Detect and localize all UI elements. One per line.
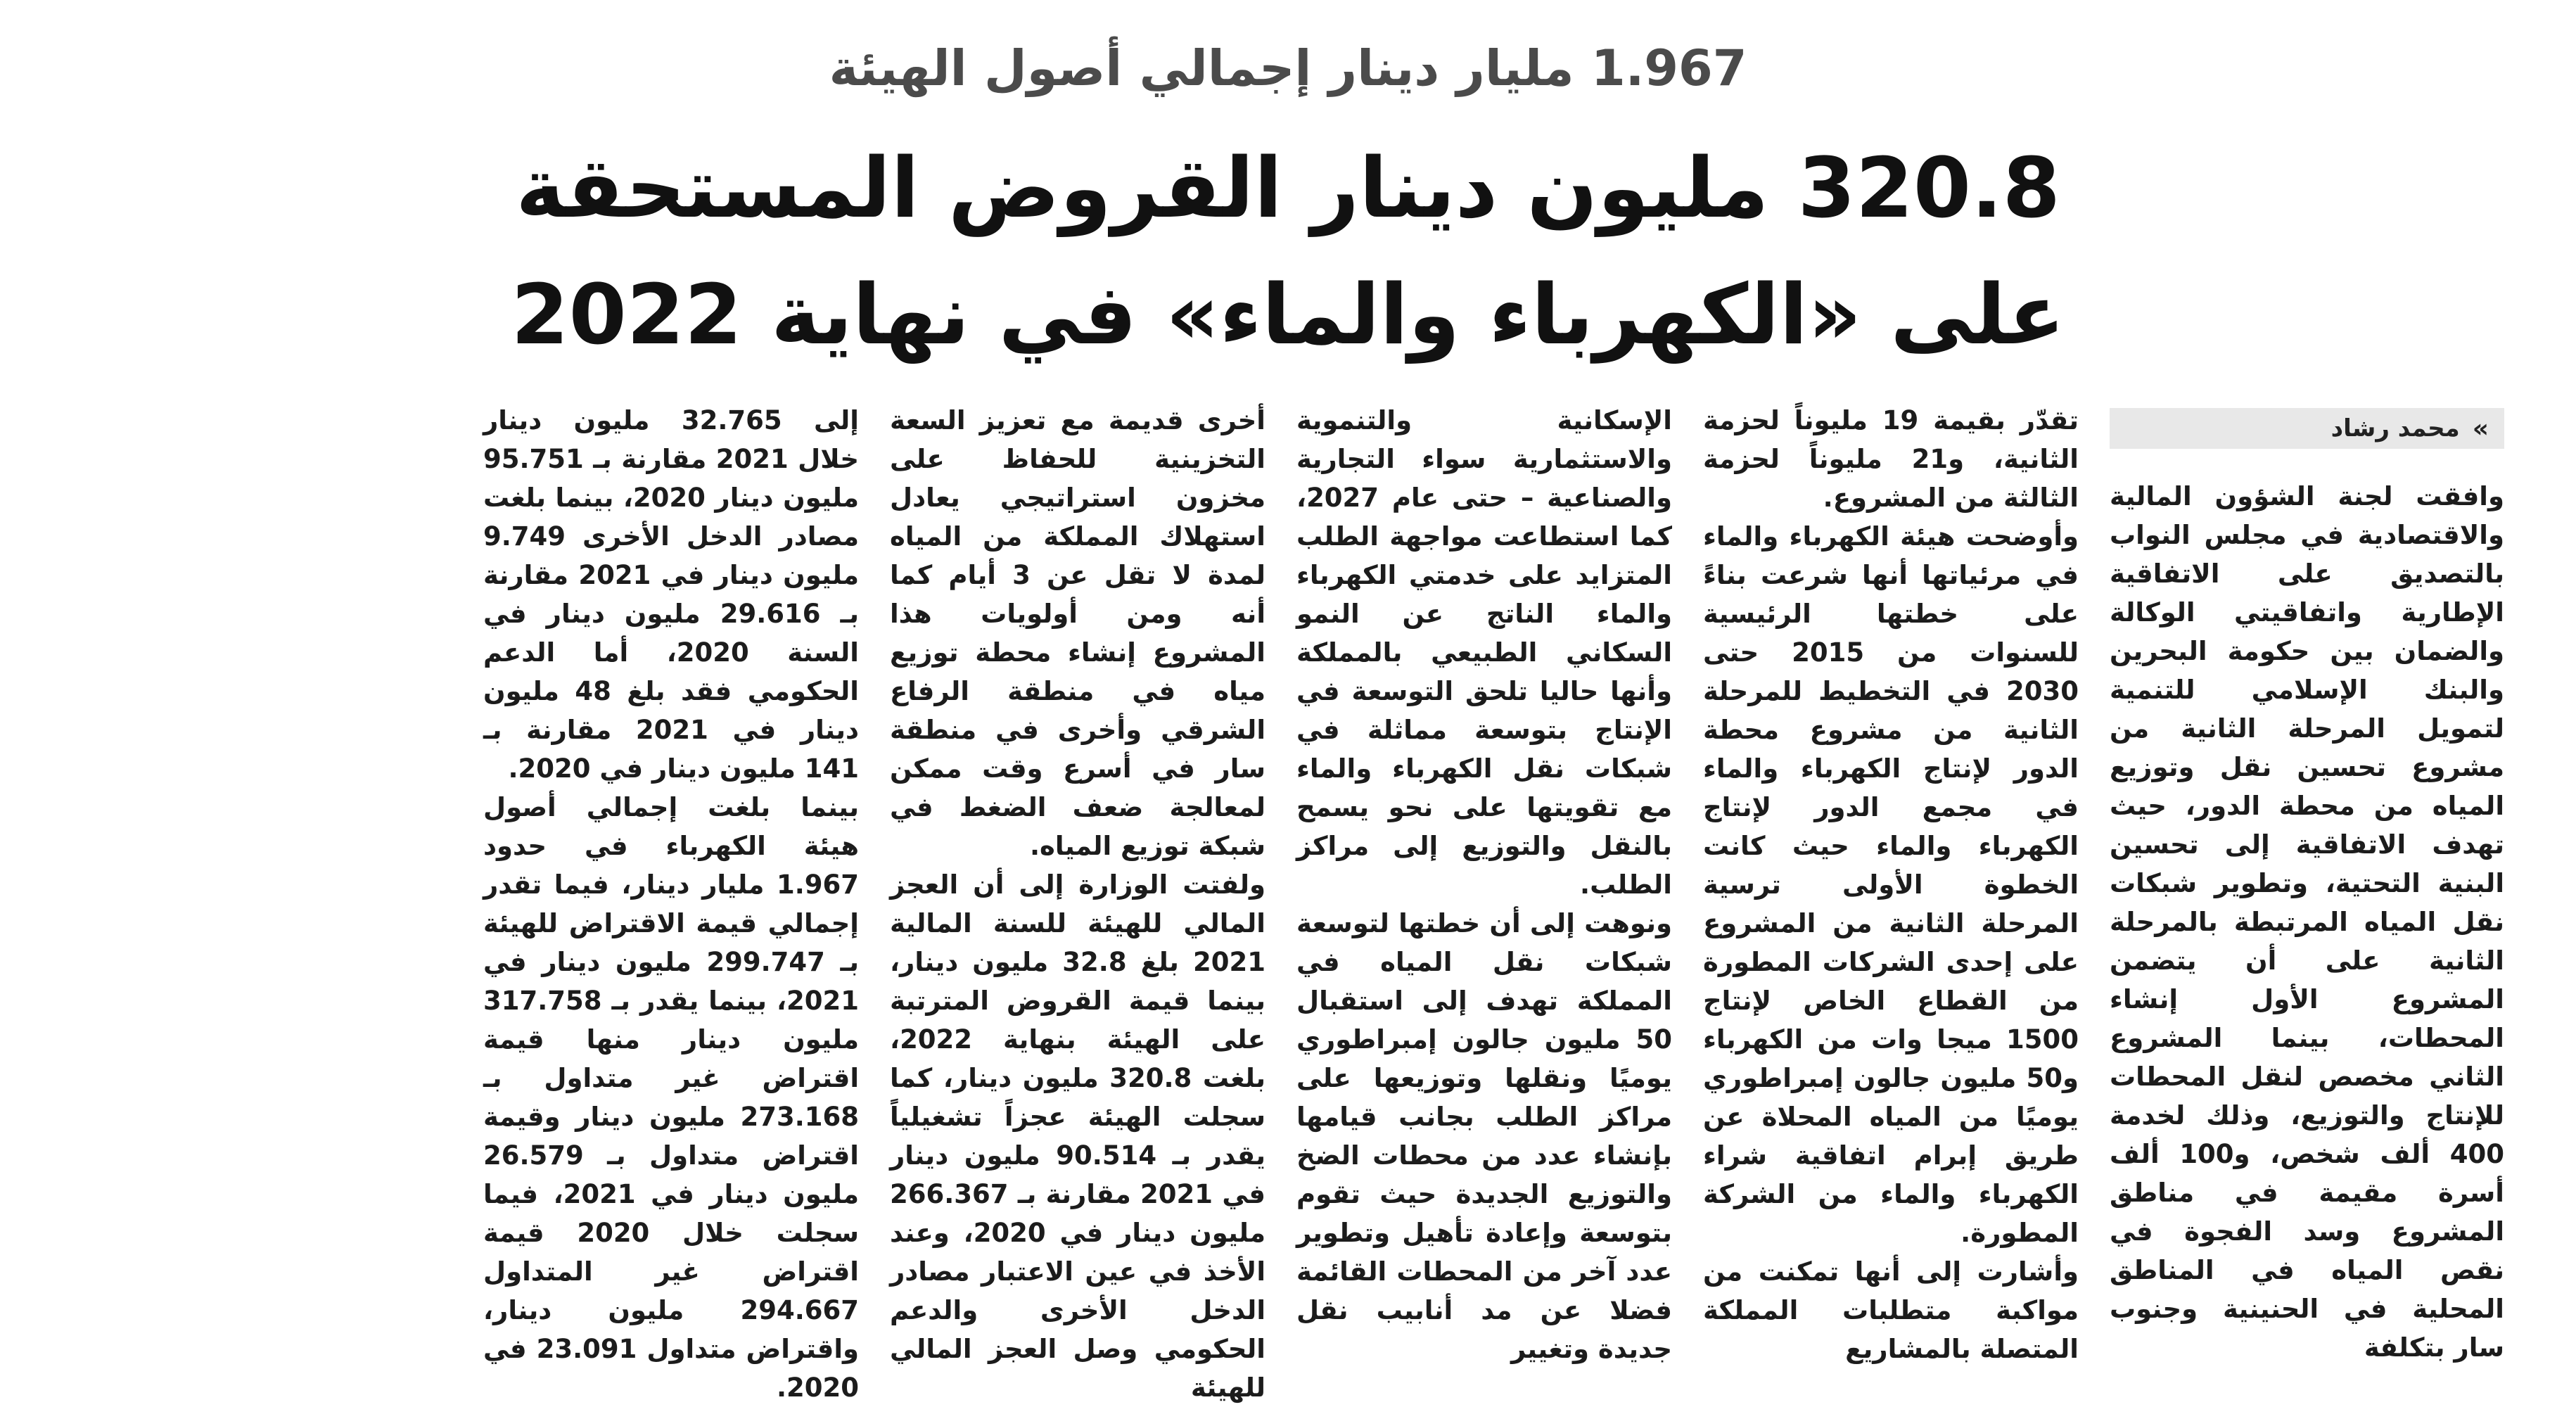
article-header (0, 0, 2576, 387)
article-body (60, 401, 2520, 1403)
article-headline-line-1: 320.8 مليون دينار القروض المستحقة (516, 139, 2060, 236)
article-column-3 (1281, 401, 1688, 1364)
paragraph: ولفتت الوزارة إلى أن العجز المالي للهيئة للسنة المالية 2021 بلغ 32.8 مليون دينار، بينما قيمة القروض المترتبة على الهيئة بنهاية 2022، بلغت 320.8 مليون دينار، كما سجلت الهيئة عجزاً تشغيلياً يقدر بـ 90.514 مليون دينار في 2021 مقارنة بـ 266.367 مليون دينار في 2020، وعند الأخذ في عين الاعتبار مصادر الدخل الأخرى والدعم الحكومي وصل العجز المالي للهيئة (890, 870, 1266, 1403)
double-chevron-icon: » (2472, 414, 2489, 443)
paragraph: ونوهت إلى أن خطتها لتوسعة شبكات نقل المياه في المملكة تهدف إلى استقبال 50 مليون جالون إمبراطوري يوميًا ونقلها وتوزيعها على مراكز الطلب بجانب قيامها بإنشاء عدد من محطات الضخ والتوزيع الجديدة حيث تقوم بتوسعة وإعادة تأهيل وتطوير عدد آخر من المحطات القائمة فضلا عن مد أنابيب نقل جديدة وتغيير (1296, 908, 1672, 1364)
article-column-2 (1688, 401, 2094, 1364)
paragraph: إلى 32.765 مليون دينار خلال 2021 مقارنة بـ 95.751 مليون دينار 2020، بينما بلغت مصادر الدخل الأخرى 9.749 مليون دينار في 2021 مقارنة بـ 29.616 مليون دينار في السنة 2020، أما الدعم الحكومي فقد بلغ 48 مليون دينار في 2021 مقارنة بـ 141 مليون دينار في 2020. (483, 405, 860, 784)
article-column-4 (874, 401, 1281, 1403)
paragraph: وافقت لجنة الشؤون المالية والاقتصادية في مجلس النواب بالتصديق على الاتفاقية الإطارية واتفاقيتي الوكالة والضمان بين حكومة البحرين والبنك الإسلامي للتنمية لتمويل المرحلة الثانية من مشروع تحسين نقل وتوزيع المياه من محطة الدور، حيث تهدف الاتفاقية إلى تحسين البنية التحتية، وتطوير شبكات نقل المياه المرتبطة بالمرحلة الثانية على أن يتضمن المشروع الأول إنشاء المحطات، بينما المشروع الثاني مخصص لنقل المحطات للإنتاج والتوزيع، وذلك لخدمة 400 ألف شخص، و100 ألف أسرة مقيمة في مناطق المشروع وسد الفجوة في نقص المياه في المناطق المحلية في الحنينية وجنوب سار بتكلفة (2110, 481, 2504, 1363)
paragraph: أخرى قديمة مع تعزيز السعة التخزينية للحفاظ على مخزون استراتيجي يعادل استهلاك المملكة من المياه لمدة لا تقل عن 3 أيام كما أنه ومن أولويات هذا المشروع إنشاء محطة توزيع مياه في منطقة الرفاع الشرقي وأخرى في منطقة سار في أسرع وقت ممكن لمعالجة ضعف الضغط في شبكة توزيع المياه. (890, 405, 1265, 861)
paragraph: وأشارت إلى أنها تمكنت من مواكبة متطلبات المملكة المتصلة بالمشاريع (1703, 1256, 2079, 1364)
paragraph: وأوضحت هيئة الكهرباء والماء في مرئياتها أنها شرعت بناءً على خطتها الرئيسية للسنوات من 2015 حتى 2030 في التخطيط للمرحلة الثانية من مشروع محطة الدور لإنتاج الكهرباء والماء في مجمع الدور لإنتاج الكهرباء والماء حيث كانت الخطوة الأولى ترسية المرحلة الثانية من المشروع على إحدى الشركات المطورة من القطاع الخاص لإنتاج 1500 ميجا وات من الكهرباء و50 مليون جالون إمبراطوري يوميًا من المياه المحلاة عن طريق إبرام اتفاقية شراء الكهرباء والماء من الشركة المطورة. (1703, 521, 2079, 1248)
paragraph: بينما بلغت إجمالي أصول هيئة الكهرباء في حدود 1.967 مليار دينار، فيما تقدر إجمالي قيمة الاقتراض للهيئة بـ 299.747 مليون دينار في 2021، بينما يقدر بـ 317.758 مليون دينار منها قيمة اقتراض غير متداول بـ 273.168 مليون دينار وقيمة اقتراض متداول بـ 26.579 مليون دينار في 2021، فيما سجلت خلال 2020 قيمة اقتراض غير المتداول 294.667 مليون دينار، واقتراض متداول 23.091 في 2020. (483, 792, 860, 1403)
article-headline-line-2: على «الكهرباء والماء» في نهاية 2022 (511, 266, 2065, 363)
author-name: محمد رشاد (2330, 414, 2460, 443)
article-column-5 (468, 401, 874, 1403)
paragraph: الإسكانية والتنموية والاستثمارية سواء التجارية والصناعية – حتى عام 2027، كما استطاعت مواجهة الطلب المتزايد على خدمتي الكهرباء والماء الناتج عن النمو السكاني الطبيعي بالمملكة وأنها حاليا تلحق التوسعة في الإنتاج بتوسعة مماثلة في شبكات نقل الكهرباء والماء مع تقويتها على نحو يسمح بالنقل والتوزيع إلى مراكز الطلب. (1296, 405, 1672, 900)
article-column-1 (2094, 401, 2520, 1363)
paragraph: تقدّر بقيمة 19 مليوناً لحزمة الثانية، و21 مليوناً لحزمة الثالثة من المشروع. (1703, 405, 2079, 513)
byline-bar (2110, 408, 2504, 449)
article-subheadline: 1.967 مليار دينار إجمالي أصول الهيئة (829, 39, 1747, 97)
